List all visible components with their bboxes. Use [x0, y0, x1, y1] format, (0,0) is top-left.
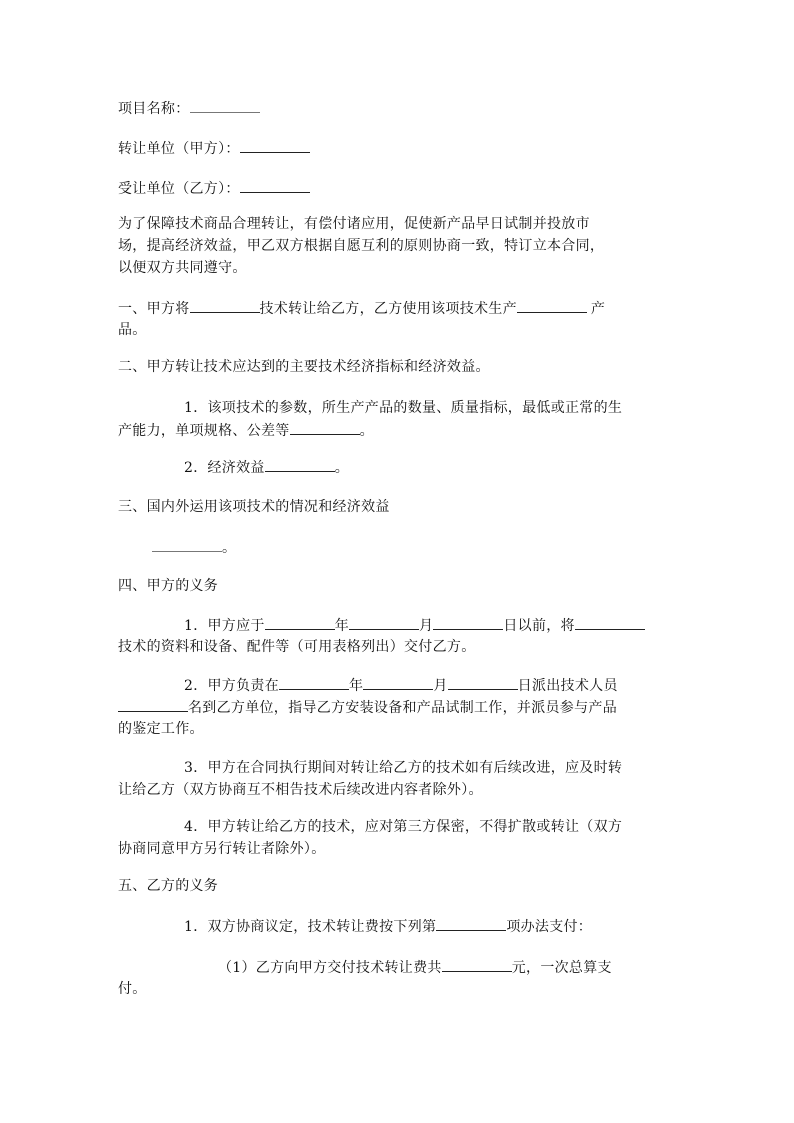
month-label: 月 [419, 618, 434, 634]
section3-title: 三、国内外运用该项技术的情况和经济效益 [118, 499, 390, 515]
period: 。 [359, 423, 374, 439]
transferor-row [118, 138, 310, 159]
section4-item2-line3: 的鉴定工作。 [118, 721, 204, 737]
section4-item4-line1: 4．甲方转让给乙方的技术，应对第三方保密，不得扩散或转让（双方 [184, 819, 623, 835]
dispatch-day-blank[interactable] [448, 675, 518, 690]
section4-item2-line2 [118, 697, 617, 718]
technology-name-blank[interactable] [190, 298, 260, 313]
section4-item1-text: 1．甲方应于 [184, 618, 265, 634]
section4-item4-line2: 协商同意甲方另行转让者除外）。 [118, 841, 326, 857]
section4-item1-line1 [184, 615, 645, 636]
section4-title: 四、甲方的义务 [118, 578, 219, 594]
section4-item3-line1: 3．甲方在合同执行期间对转让给乙方的技术如有后续改进，应及时转 [184, 760, 623, 776]
economic-benefit-blank[interactable] [265, 457, 335, 472]
section4-item2-text: 名到乙方单位，指导乙方安装设备和产品试制工作，并派员参与产品 [188, 700, 617, 716]
section5-sub1-line1 [218, 957, 612, 978]
period: 。 [334, 460, 350, 476]
staff-count-blank[interactable] [118, 697, 188, 712]
section4-item2-line1 [184, 675, 618, 696]
specs-blank[interactable] [290, 420, 360, 435]
section3-blank-row [152, 537, 236, 558]
section5-item1-text: 1．双方协商议定，技术转让费按下列第 [184, 919, 437, 935]
section5-sub1-line2: 付。 [118, 981, 147, 997]
payment-method-blank[interactable] [436, 916, 506, 931]
section1-text: 产 [590, 301, 606, 317]
section5-item1-text: 项办法支付： [506, 919, 593, 935]
section5-title: 五、乙方的义务 [118, 878, 219, 894]
section1-line2: 品。 [118, 322, 147, 338]
dispatch-month-blank[interactable] [363, 675, 433, 690]
delivery-day-blank[interactable] [433, 615, 503, 630]
section2-item1-line2 [118, 420, 374, 441]
year-label: 年 [334, 618, 350, 634]
section1-text: 一、甲方将 [118, 301, 190, 317]
section5-item1 [184, 916, 592, 937]
transferee-blank[interactable] [240, 178, 310, 193]
year-label: 年 [349, 678, 364, 694]
transfer-fee-blank[interactable] [442, 957, 512, 972]
section2-item2 [184, 457, 349, 478]
section5-sub1-text: （1）乙方向甲方交付技术转让费共 [218, 960, 442, 976]
section5-sub1-text: 元，一次总算支 [511, 960, 612, 976]
day-label: 日派出技术人员 [517, 678, 618, 694]
project-name-blank[interactable] [190, 98, 260, 113]
preamble-line: 以便双方共同遵守。 [118, 260, 247, 276]
section4-item2-text: 2．甲方负责在 [184, 678, 280, 694]
preamble-line: 场，提高经济效益，甲乙双方根据自愿互利的原则协商一致，特订立本合同， [118, 238, 605, 254]
period: 。 [222, 540, 237, 556]
domestic-foreign-usage-blank[interactable] [152, 537, 222, 552]
day-label: 日以前，将 [503, 618, 575, 634]
transferee-row [118, 178, 310, 199]
project-name-row [118, 98, 260, 119]
transferor-blank[interactable] [240, 138, 310, 153]
project-name-label: 项目名称： [118, 101, 190, 117]
section4-item3-line2: 让给乙方（双方协商互不相告技术后续改进内容者除外）。 [118, 782, 483, 798]
month-label: 月 [433, 678, 448, 694]
dispatch-year-blank[interactable] [279, 675, 349, 690]
section2-item1-line1: 1．该项技术的参数，所生产产品的数量、质量指标，最低或正常的生 [184, 400, 623, 416]
delivery-month-blank[interactable] [349, 615, 419, 630]
section2-item2-text: 2．经济效益 [184, 460, 265, 476]
section1-line1 [118, 298, 605, 319]
section1-text: 技术转让给乙方，乙方使用该项技术生产 [259, 301, 517, 317]
section2-item1-text: 产能力，单项规格、公差等 [118, 423, 290, 439]
delivery-year-blank[interactable] [265, 615, 335, 630]
preamble-line: 为了保障技术商品合理转让，有偿付诸应用，促使新产品早日试制并投放市 [118, 216, 590, 232]
section2-title: 二、甲方转让技术应达到的主要技术经济指标和经济效益。 [118, 359, 490, 375]
transferor-label: 转让单位（甲方）： [118, 141, 240, 157]
delivery-technology-blank[interactable] [575, 615, 645, 630]
section4-item1-line2: 技术的资料和设备、配件等（可用表格列出）交付乙方。 [118, 639, 476, 655]
product-name-blank[interactable] [517, 298, 587, 313]
transferee-label: 受让单位（乙方）： [118, 181, 240, 197]
